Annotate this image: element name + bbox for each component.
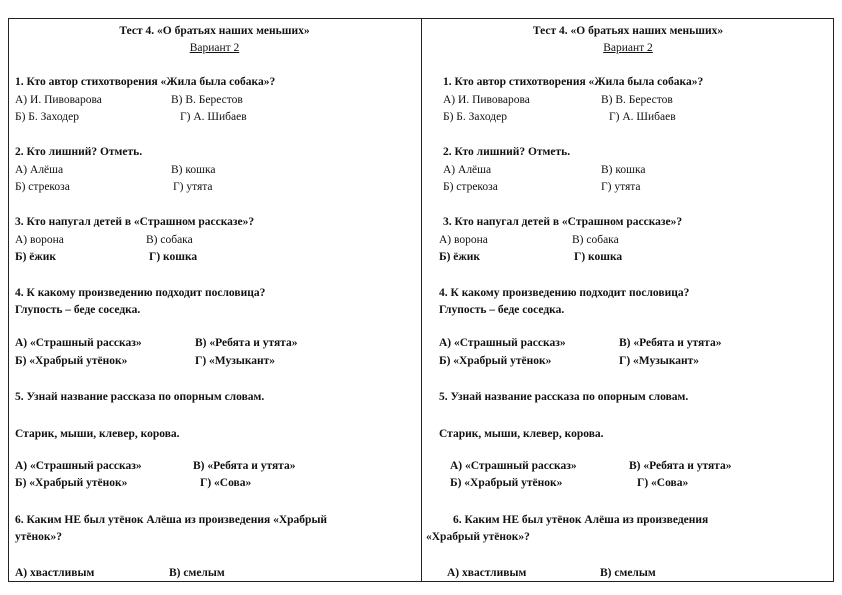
q2-option-a[interactable]: А) Алёша [443, 164, 492, 176]
q5-option-b[interactable]: В) «Ребята и утята» [193, 460, 296, 472]
q3-option-b[interactable]: В) собака [146, 234, 193, 246]
q4-option-c[interactable]: Б) «Храбрый утёнок» [439, 355, 552, 367]
test-title: Тест 4. «О братьях наших меньших» [532, 25, 724, 37]
q3-option-d[interactable]: Г) кошка [149, 251, 198, 263]
q1-option-d[interactable]: Г) А. Шибаев [180, 111, 247, 123]
question-1: 1. Кто автор стихотворения «Жила была собака»? [443, 76, 704, 88]
q5-option-a[interactable]: А) «Страшный рассказ» [450, 460, 577, 472]
variant-left [8, 18, 421, 582]
q5-option-b[interactable]: В) «Ребята и утята» [629, 460, 732, 472]
question-1: 1. Кто автор стихотворения «Жила была собака»? [15, 76, 276, 88]
q5-keywords: Старик, мыши, клевер, корова. [15, 428, 180, 440]
variant-label: Вариант 2 [189, 42, 240, 54]
variant-label: Вариант 2 [603, 42, 653, 54]
q4-option-b[interactable]: В) «Ребята и утята» [619, 337, 722, 349]
q2-option-c[interactable]: Б) стрекоза [443, 181, 498, 193]
question-2: 2. Кто лишний? Отметь. [443, 146, 571, 158]
q5-keywords: Старик, мыши, клевер, корова. [439, 428, 604, 440]
q5-option-d[interactable]: Г) «Сова» [200, 477, 252, 489]
q6-option-b[interactable]: В) смелым [169, 567, 225, 579]
q2-option-b[interactable]: В) кошка [601, 164, 646, 176]
q2-option-d[interactable]: Г) утята [601, 181, 641, 193]
q4-option-a[interactable]: А) «Страшный рассказ» [439, 337, 566, 349]
q1-option-d[interactable]: Г) А. Шибаев [609, 111, 676, 123]
q2-option-b[interactable]: В) кошка [171, 164, 216, 176]
q1-option-c[interactable]: Б) Б. Заходер [443, 111, 507, 123]
question-6-line-1: 6. Каким НЕ был утёнок Алёша из произведения «Храбрый [15, 514, 328, 526]
q6-option-b[interactable]: В) смелым [600, 567, 656, 579]
q5-option-c[interactable]: Б) «Храбрый утёнок» [15, 477, 128, 489]
q2-option-d[interactable]: Г) утята [173, 181, 213, 193]
question-5: 5. Узнай название рассказа по опорным словам. [15, 391, 265, 403]
question-3: 3. Кто напугал детей в «Страшном рассказе»? [15, 216, 255, 228]
q4-option-a[interactable]: А) «Страшный рассказ» [15, 337, 142, 349]
q4-proverb: Глупость – беде соседка. [439, 304, 565, 316]
q5-option-a[interactable]: А) «Страшный рассказ» [15, 460, 142, 472]
q4-option-c[interactable]: Б) «Храбрый утёнок» [15, 355, 128, 367]
variant-right [422, 18, 834, 582]
q1-option-c[interactable]: Б) Б. Заходер [15, 111, 79, 123]
question-2: 2. Кто лишний? Отметь. [15, 146, 143, 158]
test-title: Тест 4. «О братьях наших меньших» [119, 25, 310, 37]
q6-option-a[interactable]: А) хвастливым [15, 567, 95, 579]
q2-option-c[interactable]: Б) стрекоза [15, 181, 70, 193]
q4-option-b[interactable]: В) «Ребята и утята» [195, 337, 298, 349]
q5-option-c[interactable]: Б) «Храбрый утёнок» [450, 477, 563, 489]
q4-option-d[interactable]: Г) «Музыкант» [195, 355, 276, 367]
q3-option-c[interactable]: Б) ёжик [439, 251, 481, 263]
q1-option-b[interactable]: В) В. Берестов [601, 94, 673, 106]
q3-option-a[interactable]: А) ворона [439, 234, 488, 246]
question-6-line-2: «Храбрый утёнок»? [426, 531, 530, 543]
q6-option-a[interactable]: А) хвастливым [447, 567, 527, 579]
question-4: 4. К какому произведению подходит пословица? [15, 287, 266, 299]
q3-option-a[interactable]: А) ворона [15, 234, 64, 246]
q1-option-a[interactable]: А) И. Пивоварова [15, 94, 102, 106]
question-6-line-1: 6. Каким НЕ был утёнок Алёша из произведения [453, 514, 709, 526]
q4-proverb: Глупость – беде соседка. [15, 304, 141, 316]
q3-option-c[interactable]: Б) ёжик [15, 251, 57, 263]
question-3: 3. Кто напугал детей в «Страшном рассказе»? [443, 216, 683, 228]
q1-option-b[interactable]: В) В. Берестов [171, 94, 243, 106]
q3-option-b[interactable]: В) собака [572, 234, 619, 246]
q3-option-d[interactable]: Г) кошка [574, 251, 623, 263]
question-5: 5. Узнай название рассказа по опорным словам. [439, 391, 689, 403]
q1-option-a[interactable]: А) И. Пивоварова [443, 94, 530, 106]
q4-option-d[interactable]: Г) «Музыкант» [619, 355, 700, 367]
question-6-line-2: утёнок»? [15, 531, 63, 543]
q2-option-a[interactable]: А) Алёша [15, 164, 64, 176]
q5-option-d[interactable]: Г) «Сова» [637, 477, 689, 489]
question-4: 4. К какому произведению подходит пословица? [439, 287, 690, 299]
